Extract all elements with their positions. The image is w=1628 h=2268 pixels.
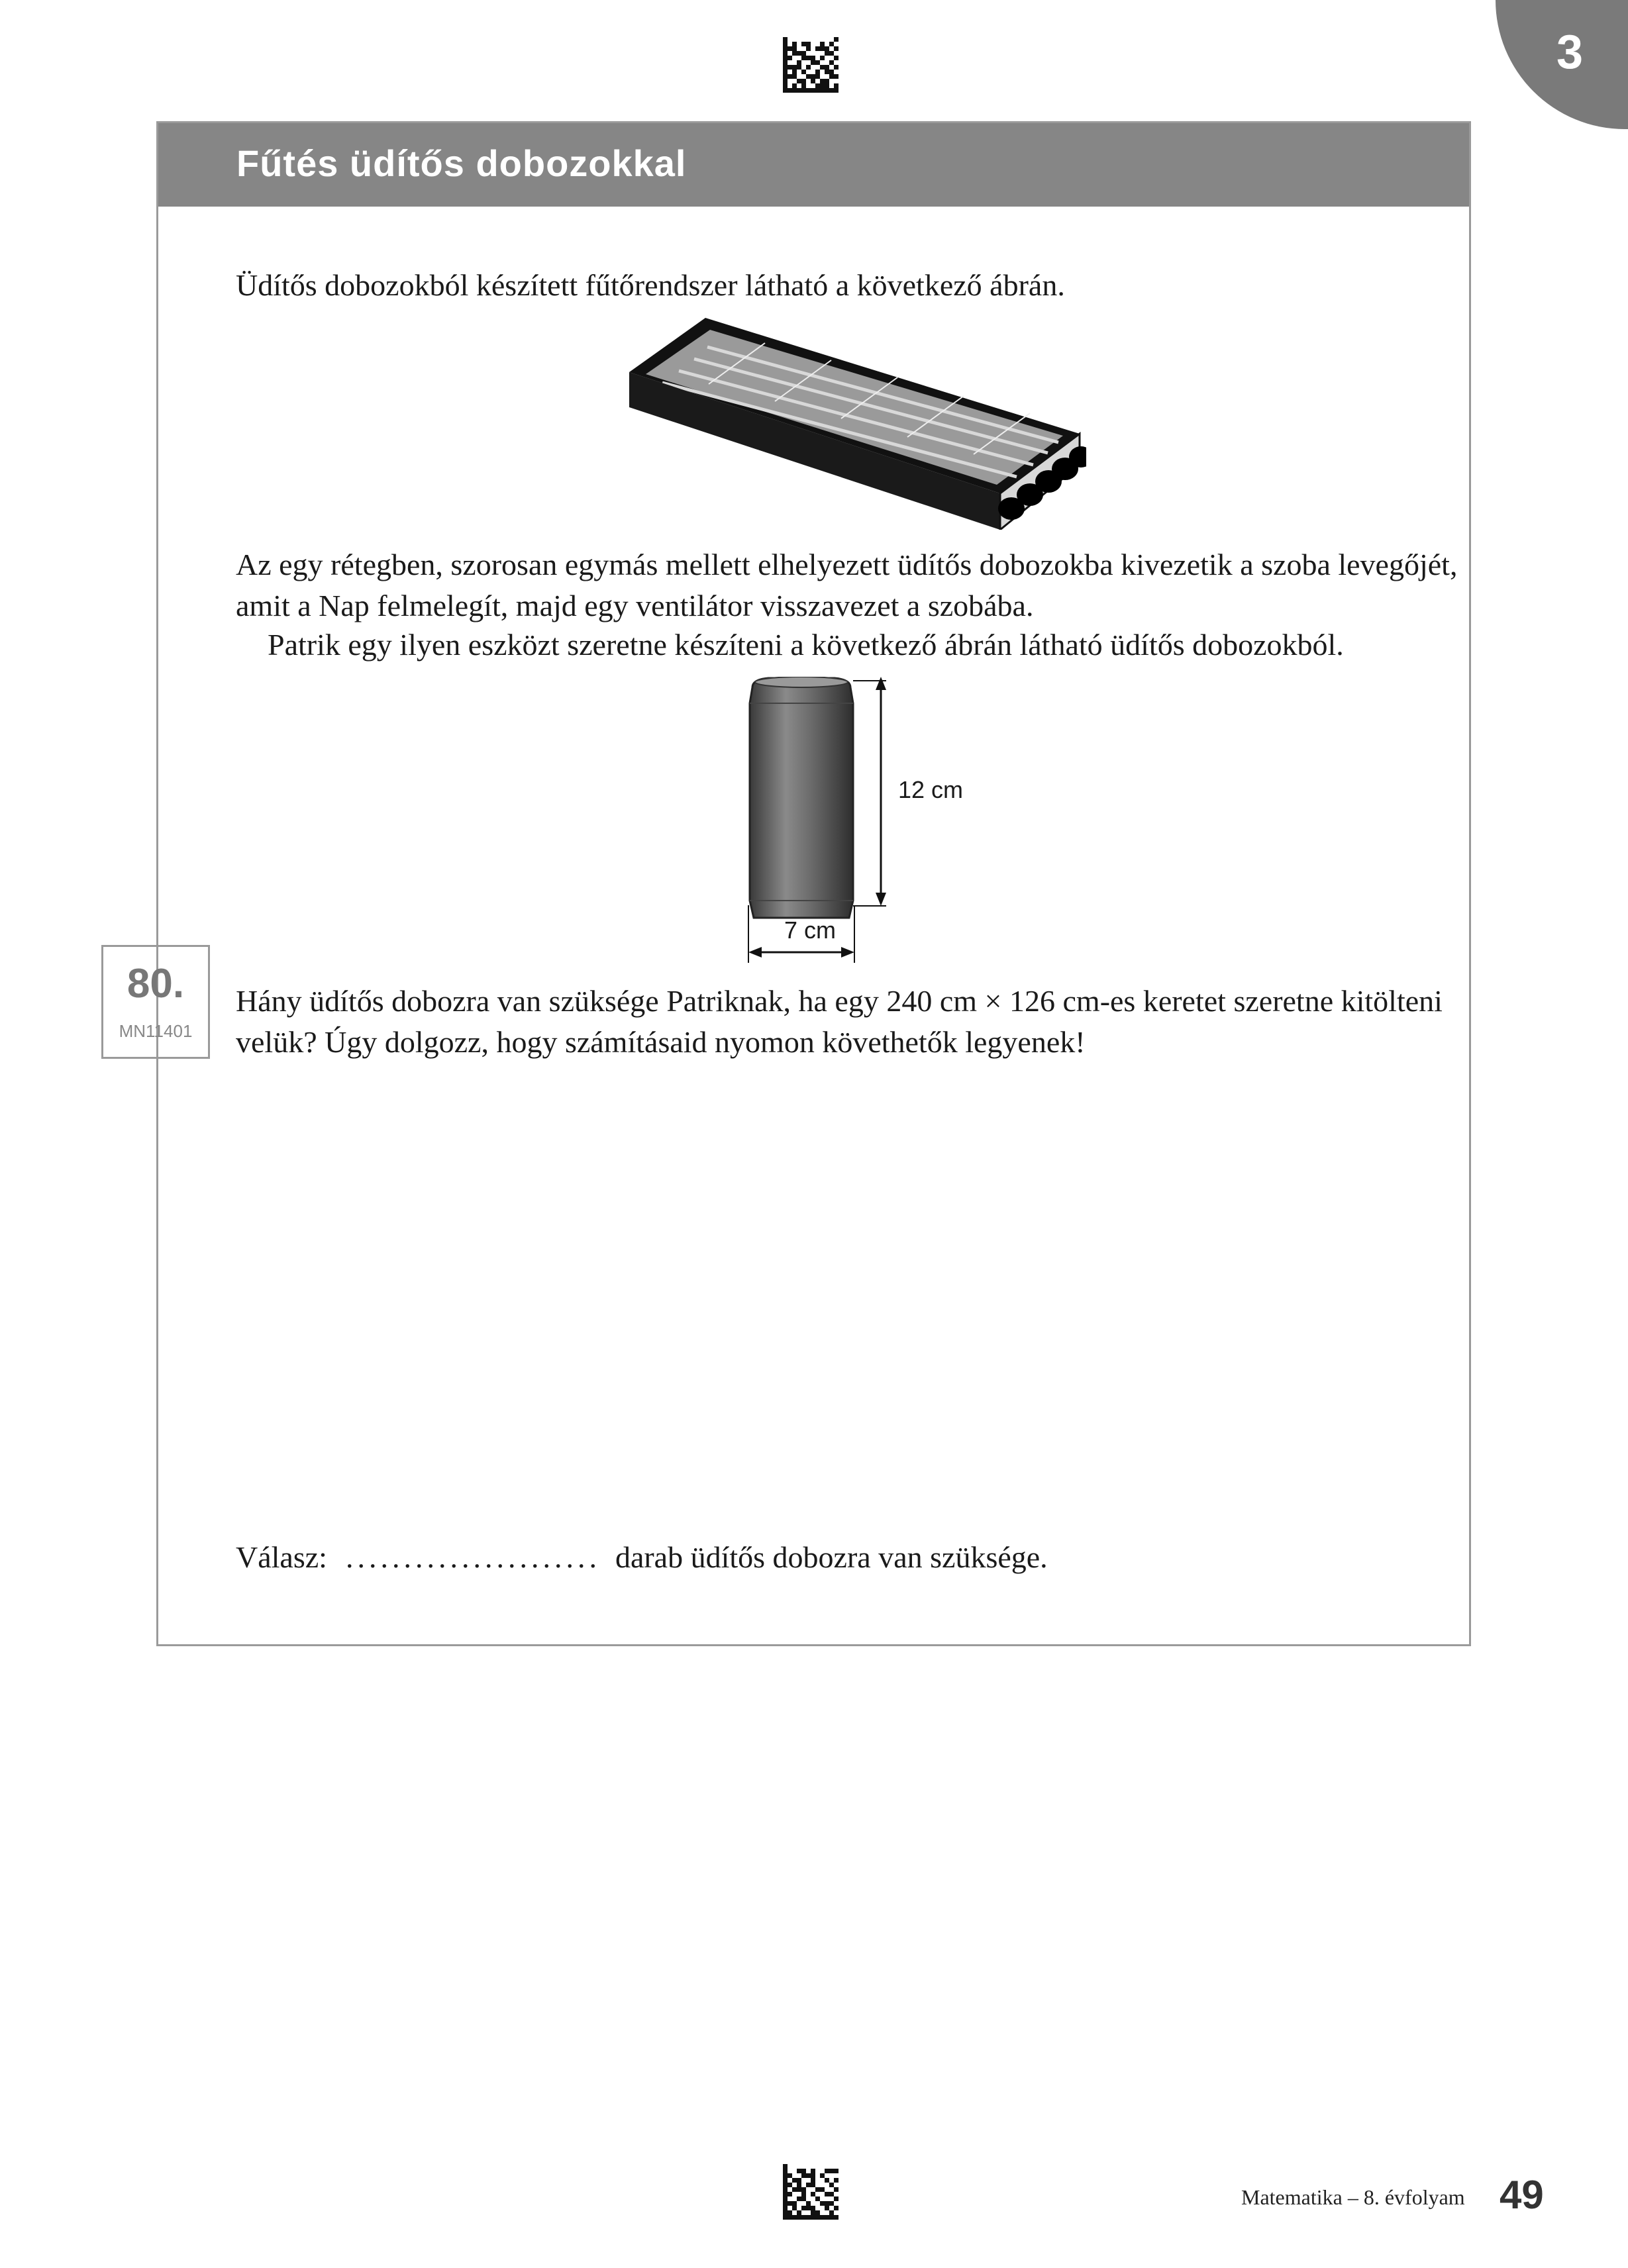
task-code: MN11401 xyxy=(119,1021,193,1041)
qr-code-top-icon xyxy=(783,37,839,93)
question-text: Hány üdítős dobozra van szüksége Patriknak, ha egy 240 cm × 126 cm-es keretet szeretne kitölteni velük? Úgy dolgozz, hogy számításaid nyomon követhetők legyenek! xyxy=(236,984,1443,1059)
task-header xyxy=(158,123,1469,207)
answer-blank[interactable]: ...................... xyxy=(345,1540,601,1574)
answer-suffix: darab üdítős dobozra van szüksége. xyxy=(615,1540,1048,1574)
intro-text: Üdítős dobozokból készített fűtőrendszer látható a következő ábrán. xyxy=(236,268,1065,302)
qr-code-bottom-icon xyxy=(783,2164,839,2220)
page-number: 49 xyxy=(1500,2173,1544,2217)
soda-can-icon xyxy=(735,677,1000,968)
can-figure xyxy=(735,677,1000,968)
can-height-label: 12 cm xyxy=(898,776,964,803)
section-tab xyxy=(1496,0,1628,129)
description-paragraph-2: Patrik egy ilyen eszközt szeretne készíteni a következő ábrán látható üdítős dobozokból. xyxy=(268,628,1344,662)
task-title: Fűtés üdítős dobozokkal xyxy=(236,142,687,184)
task-number-box xyxy=(101,945,210,1059)
section-number: 3 xyxy=(1556,26,1584,79)
description-paragraph-1: Az egy rétegben, szorosan egymás mellett elhelyezett üdítős dobozokba kivezetik a szoba levegőjét, amit a Nap felmelegít, majd egy ventilátor visszavezet a szobába. xyxy=(236,548,1458,622)
solar-heater-illustration xyxy=(623,311,1086,530)
task-number: 80. xyxy=(127,961,185,1007)
can-width-label: 7 cm xyxy=(784,916,837,944)
answer-label: Válasz: xyxy=(236,1540,327,1574)
answer-line xyxy=(236,1537,1048,1578)
footer-subject: Matematika – 8. évfolyam xyxy=(1241,2185,1465,2209)
